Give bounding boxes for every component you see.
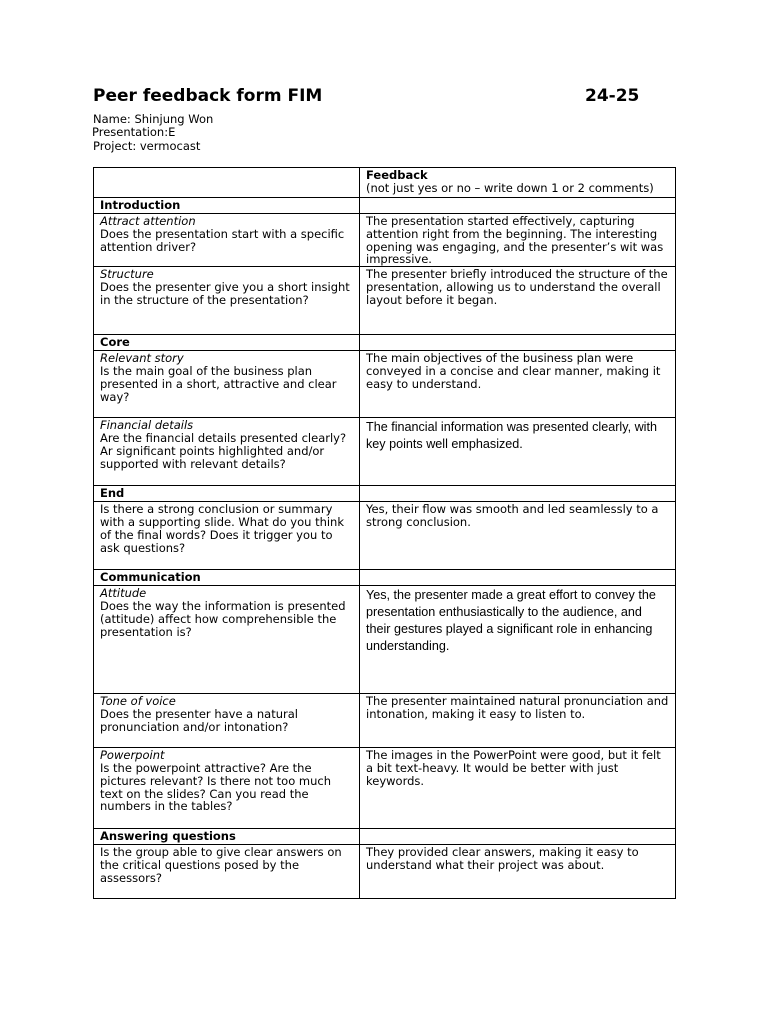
feedback-cell: The presenter briefly introduced the structure of the presentation, allowing us to understand the overall layout before it began. [360, 267, 676, 335]
criterion-cell [94, 586, 360, 694]
section-empty-cell [360, 486, 676, 502]
table-row-structure [94, 267, 676, 335]
criterion-cell [94, 351, 360, 418]
section-empty-cell [360, 829, 676, 845]
feedback-cell: The presentation started effectively, capturing attention right from the beginning. The interesting opening was engaging, and the presenter’s wit was impressive. [360, 214, 676, 267]
criterion-title: Financial details [100, 418, 194, 433]
feedback-cell: The main objectives of the business plan were conveyed in a concise and clear manner, making it easy to understand. [360, 351, 676, 418]
feedback-cell: Yes, their flow was smooth and led seamlessly to a strong conclusion. [360, 502, 676, 570]
criterion-title: Attract attention [100, 214, 196, 228]
section-row-core [94, 335, 676, 351]
section-empty-cell [360, 335, 676, 351]
form-title: Peer feedback form FIM [93, 86, 323, 106]
section-row-answering [94, 829, 676, 845]
table-row-relevant-story [94, 351, 676, 418]
section-empty-cell [360, 198, 676, 214]
section-heading-communication: Communication [94, 570, 360, 586]
criterion-cell [94, 214, 360, 267]
feedback-text: Yes, the presenter made a great effort to convey the presentation enthusiastically to the audience, and their gestures played a significant role in enhancing understanding. [366, 588, 656, 654]
section-row-end [94, 486, 676, 502]
table-row-conclusion [94, 502, 676, 570]
table-row-financial-details [94, 418, 676, 486]
project-label: Project: vermocast [93, 139, 201, 153]
feedback-heading: Feedback [366, 168, 428, 182]
feedback-table [93, 167, 676, 899]
header-empty-cell [94, 168, 360, 198]
criterion-question: Is the powerpoint attractive? Are the pictures relevant? Is there not too much text on the slides? Can you read the numbers in the tables? [100, 760, 331, 814]
criterion-title: Structure [100, 267, 154, 282]
criterion-cell [94, 748, 360, 829]
criterion-question: Does the presenter have a natural pronunciation and/or intonation? [100, 706, 298, 734]
section-row-introduction [94, 198, 676, 214]
criterion-question: Is there a strong conclusion or summary with a supporting slide. What do you think of the final words? Does it trigger you to ask questions? [94, 502, 360, 570]
criterion-cell [94, 694, 360, 748]
criterion-title: Attitude [100, 586, 147, 601]
table-row-answering-questions [94, 845, 676, 899]
criterion-question: Are the financial details presented clearly? Ar significant points highlighted and/or supported with relevant details? [100, 430, 347, 471]
academic-year: 24-25 [585, 86, 640, 106]
feedback-header-cell [360, 168, 676, 198]
table-row-tone-of-voice [94, 694, 676, 748]
criterion-title: Tone of voice [100, 694, 176, 709]
section-heading-introduction: Introduction [94, 198, 360, 214]
feedback-cell: They provided clear answers, making it easy to understand what their project was about. [360, 845, 676, 899]
criterion-question: Does the presenter give you a short insight in the structure of the presentation? [100, 279, 350, 307]
criterion-title: Relevant story [100, 351, 184, 366]
section-heading-core: Core [94, 335, 360, 351]
section-row-communication [94, 570, 676, 586]
section-heading-end: End [94, 486, 360, 502]
table-row-attitude [94, 586, 676, 694]
section-heading-answering: Answering questions [94, 829, 360, 845]
criterion-question: Does the presentation start with a specific attention driver? [100, 226, 345, 254]
criterion-cell [94, 418, 360, 486]
feedback-note: (not just yes or no – write down 1 or 2 comments) [366, 180, 654, 195]
feedback-text: The financial information was presented clearly, with key points well emphasized. [366, 420, 657, 452]
table-row-powerpoint [94, 748, 676, 829]
table-header-row [94, 168, 676, 198]
criterion-cell [94, 267, 360, 335]
section-empty-cell [360, 570, 676, 586]
criterion-title: Powerpoint [100, 748, 165, 763]
presentation-label: Presentation:E [92, 125, 176, 139]
feedback-cell: The presenter maintained natural pronunciation and intonation, making it easy to listen to. [360, 694, 676, 748]
table-row-attract-attention [94, 214, 676, 267]
student-name: Name: Shinjung Won [93, 112, 214, 126]
feedback-cell [360, 586, 676, 694]
criterion-question: Is the group able to give clear answers on the critical questions posed by the assessors? [94, 845, 360, 899]
criterion-question: Does the way the information is presented (attitude) affect how comprehensible the presentation is? [100, 598, 346, 639]
feedback-cell [360, 418, 676, 486]
feedback-cell: The images in the PowerPoint were good, but it felt a bit text-heavy. It would be better with just keywords. [360, 748, 676, 829]
criterion-question: Is the main goal of the business plan presented in a short, attractive and clear way? [100, 363, 337, 404]
